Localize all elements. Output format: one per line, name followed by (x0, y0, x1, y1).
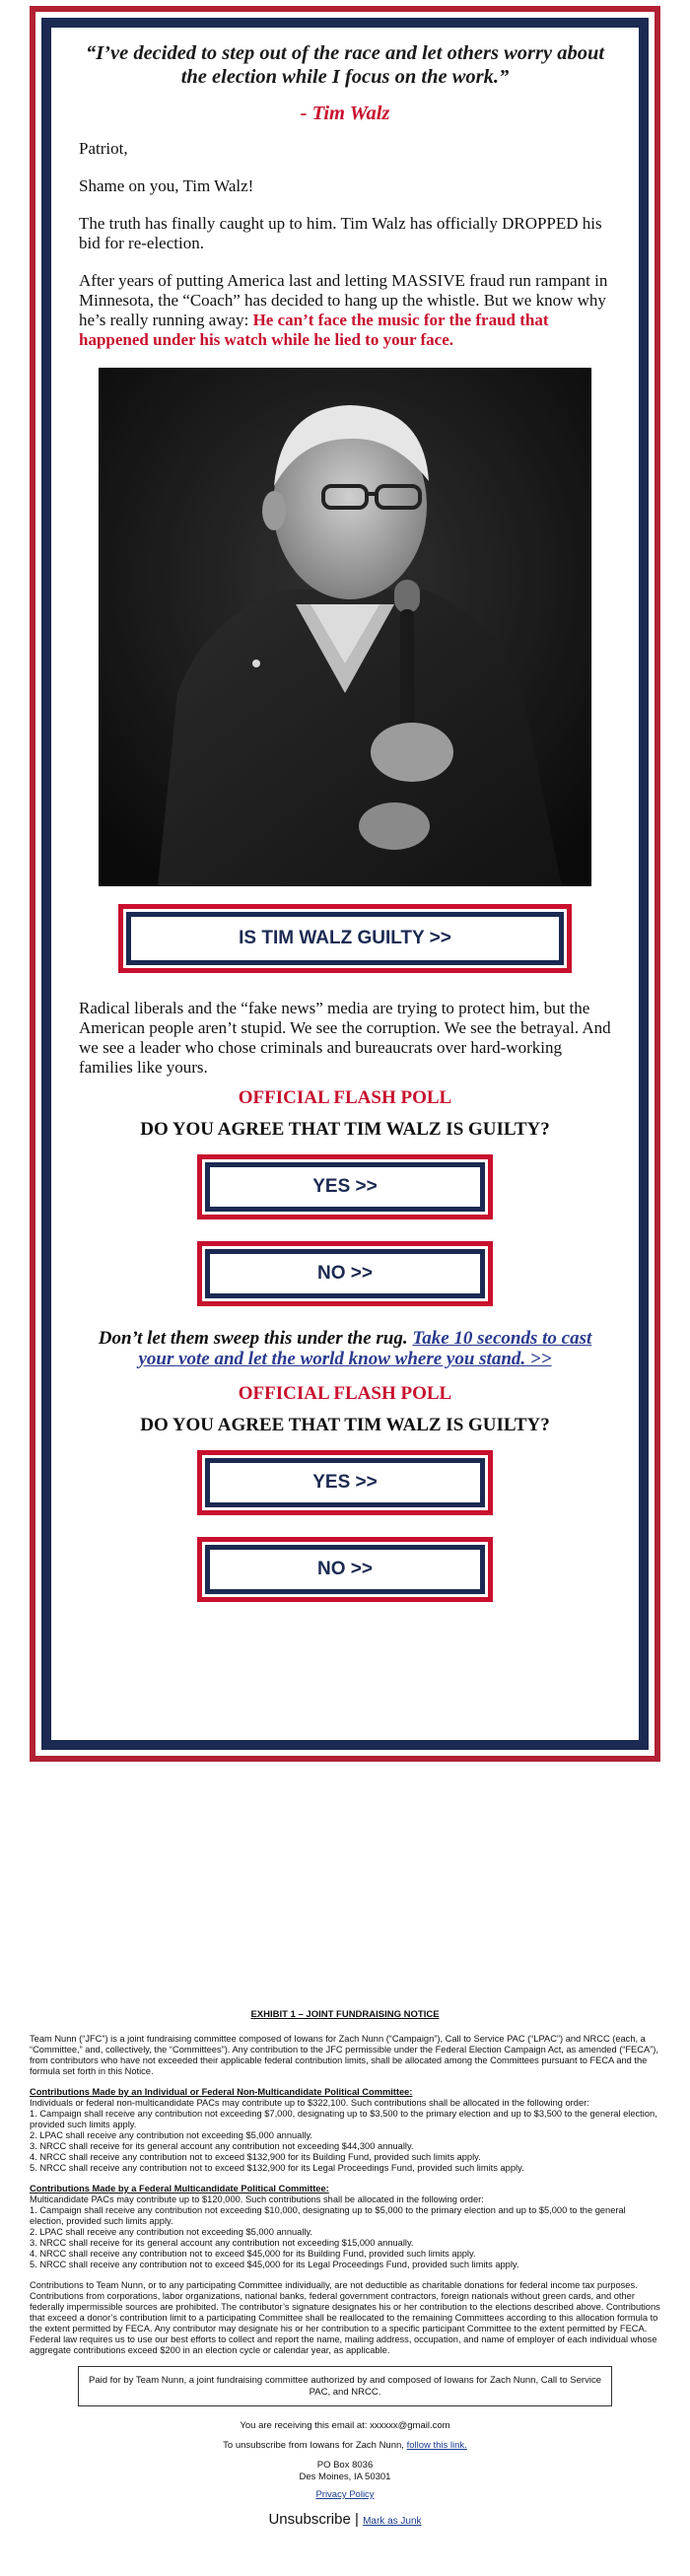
poll-question-2: DO YOU AGREE THAT TIM WALZ IS GUILTY? (140, 1415, 550, 1435)
unsubscribe-line (0, 2440, 690, 2452)
mark-as-junk-link[interactable]: Mark as Junk (363, 2516, 422, 2527)
is-tim-walz-guilty-button[interactable]: IS TIM WALZ GUILTY >> (131, 917, 559, 960)
joint-fundraising-notice-title: EXHIBIT 1 – JOINT FUNDRAISING NOTICE (250, 2009, 440, 2020)
notice-disclaimer: Contributions to Team Nunn, or to any participating Committee individually, are not deductible as charitable donations for federal income tax purposes. Contributions from corporations, labor organizations, national banks, federal government contractors, foreign nationals without green cards, and other federally impermissible sources are prohibited. The contributor’s signature designates his or her contribution to the elections described above. Contributions that exceed a donor’s contribution limit to a participating Committee shall be reallocated to the remaining Committees according to this allocation formula to the extent permitted by FECA. Any contributor may designate his or her contribution to a specific participant Committee to the extent permitted by FECA. Federal law requires us to use our best efforts to collect and report the name, mailing address, occupation, and name of employer of each individual whose aggregate contributions exceed $200 in an election cycle or calendar year, as applicable. (30, 2280, 660, 2355)
yes-button-frame-1 (197, 1154, 493, 1219)
poll-title-1: OFFICIAL FLASH POLL (238, 1087, 452, 1108)
individual-line: Individuals or federal non-multicandidate PACs may contribute up to $322,100. Such contributions shall be allocated in the following order: (30, 2098, 589, 2108)
poll-question-1: DO YOU AGREE THAT TIM WALZ IS GUILTY? (140, 1119, 550, 1140)
notice-intro: Team Nunn (“JFC”) is a joint fundraising committee composed of Iowans for Zach Nunn (“Campaign”), Call to Service PAC (“LPAC”) and NRCC (each, a “Committee,” and, collectively, the “Committees”). Any contribution to the JFC permissible under the Federal Election Campaign Act, as amended (“FECA”), from contributors who have not exceeded their applicable federal contribution limits, shall be allocated among the Committees pursuant to FECA and the formula set forth in this Notice. (30, 2034, 658, 2076)
privacy-policy-link[interactable]: Privacy Policy (315, 2489, 375, 2500)
multicandidate-line: Multicandidate PACs may contribute up to $120,000. Such contributions shall be allocated in the following order: (30, 2194, 484, 2204)
paragraph-2: The truth has finally caught up to him. Tim Walz has officially DROPPED his bid for re-election. (79, 214, 602, 252)
city-state-zip: Des Moines, IA 50301 (299, 2472, 391, 2482)
multicandidate-line: 5. NRCC shall receive any contribution not to exceed $45,000 for its Legal Proceedings Fund, provided such limits apply. (30, 2260, 519, 2269)
paragraph-3 (79, 271, 611, 350)
paid-for-by-box: Paid for by Team Nunn, a joint fundraising committee authorized by and composed of Iowans for Zach Nunn, Call to Service PAC, and NRCC. (78, 2366, 612, 2406)
receiving-email-text: You are receiving this email at: xxxxxx@gmail.com (240, 2420, 450, 2431)
individual-line: 2. LPAC shall receive any contribution not exceeding $5,000 annually. (30, 2130, 313, 2140)
poll-title-2: OFFICIAL FLASH POLL (238, 1383, 452, 1404)
email-footer (0, 2001, 690, 2528)
cta-lead: Don’t let them sweep this under the rug. (98, 1328, 408, 1349)
unsubscribe-text: To unsubscribe from Iowans for Zach Nunn, (223, 2440, 407, 2451)
cta-vote-link[interactable]: Take 10 seconds to cast your vote and let the world know where you stand. >> (138, 1328, 592, 1369)
paragraph-1: Shame on you, Tim Walz! (79, 176, 254, 195)
unsubscribe-bar (0, 2511, 690, 2528)
guilty-button-frame (118, 904, 572, 973)
multicandidate-line: 3. NRCC shall receive for its general account any contribution not exceeding $15,000 annually. (30, 2238, 414, 2248)
individual-heading: Contributions Made by an Individual or Federal Non-Multicandidate Political Committee: (30, 2087, 413, 2097)
greeting: Patriot, (79, 139, 128, 158)
fundraising-notice (30, 2034, 660, 2356)
mailing-address (0, 2460, 690, 2483)
unsubscribe-follow-link[interactable]: follow this link. (406, 2440, 467, 2451)
paragraph-4: Radical liberals and the “fake news” media are trying to protect him, but the American people aren’t stupid. We see the corruption. We see the betrayal. And we see a leader who chose criminals and bureaucrats over hard-working families like yours. (79, 999, 611, 1077)
no-button-1[interactable]: NO >> (210, 1254, 480, 1293)
cta-text (79, 1328, 611, 1369)
quote-author: - Tim Walz (300, 103, 390, 124)
yes-button-2[interactable]: YES >> (210, 1463, 480, 1502)
multicandidate-contributions (30, 2184, 660, 2270)
yes-button-1[interactable]: YES >> (210, 1167, 480, 1207)
separator: | (355, 2511, 359, 2528)
photo-illustration (99, 368, 591, 886)
yes-button-frame-2 (197, 1450, 493, 1515)
individual-line: 1. Campaign shall receive any contribution not exceeding $7,000, designating up to $3,500 to the primary election and up to $3,500 to the general election, provided such limits apply. (30, 2109, 657, 2129)
no-button-frame-2 (197, 1537, 493, 1602)
paragraph-3-highlight: He can’t face the music for the fraud that happened under his watch while he lied to your face. (79, 311, 549, 349)
header-quote: “I’ve decided to step out of the race and let others worry about the election while I focus on the work.” (85, 42, 605, 88)
tim-walz-photo[interactable] (99, 368, 591, 886)
individual-contributions (30, 2087, 660, 2174)
no-button-frame-1 (197, 1241, 493, 1306)
paragraph-3-text: After years of putting America last and letting MASSIVE fraud run rampant in Minnesota, the “Coach” has decided to hang up the whistle. But we know why he’s really running away: (79, 271, 608, 329)
individual-line: 3. NRCC shall receive for its general account any contribution not exceeding $44,300 annually. (30, 2141, 414, 2151)
multicandidate-line: 4. NRCC shall receive any contribution not to exceed $45,000 for its Building Fund, provided such limits apply. (30, 2249, 476, 2259)
unsubscribe-button[interactable]: Unsubscribe (268, 2511, 351, 2528)
email-frame (30, 6, 660, 1762)
individual-line: 4. NRCC shall receive any contribution not to exceed $132,900 for its Building Fund, provided such limits apply. (30, 2152, 481, 2162)
multicandidate-line: 1. Campaign shall receive any contribution not exceeding $10,000, designating up to $5,000 to the primary election and up to $5,000 to the general election, provided such limits apply. (30, 2205, 626, 2226)
multicandidate-line: 2. LPAC shall receive any contribution not exceeding $5,000 annually. (30, 2227, 313, 2237)
no-button-2[interactable]: NO >> (210, 1550, 480, 1589)
po-box: PO Box 8036 (316, 2460, 374, 2471)
multicandidate-heading: Contributions Made by a Federal Multicandidate Political Committee: (30, 2184, 329, 2193)
individual-line: 5. NRCC shall receive any contribution not to exceed $132,900 for its Legal Proceedings Fund, provided such limits apply. (30, 2163, 524, 2173)
privacy-line (0, 2489, 690, 2501)
email-content (51, 28, 639, 1740)
